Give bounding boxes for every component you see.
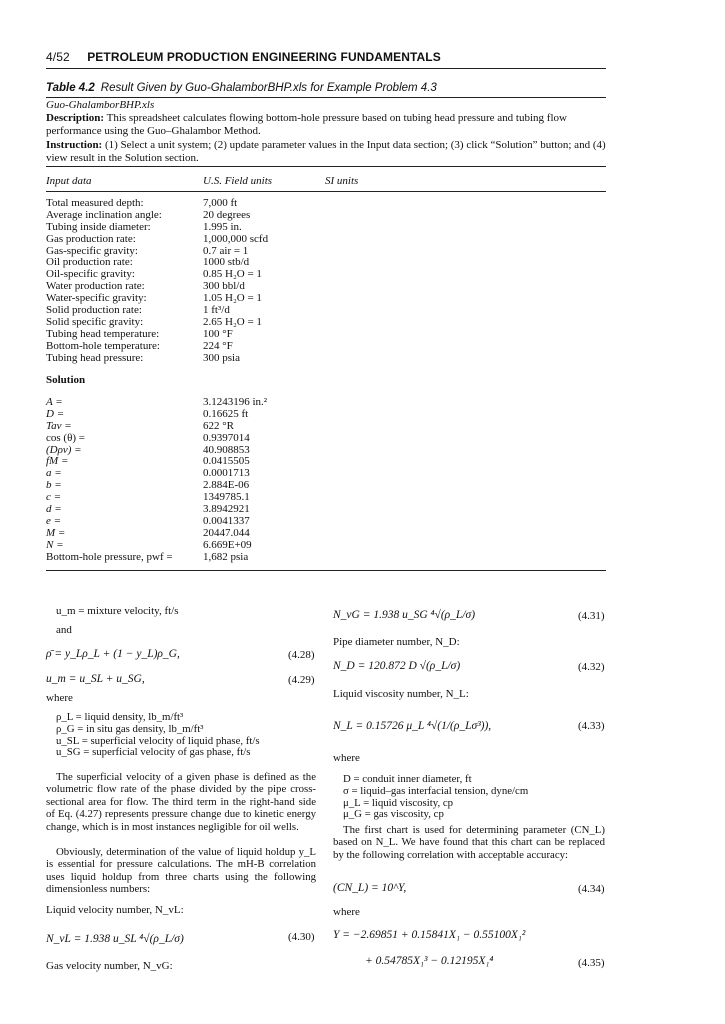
input-label: Tubing head temperature: [46, 327, 160, 340]
input-value: 300 bbl/d [203, 280, 245, 293]
solution-value: 3.1243196 in.² [203, 396, 268, 408]
table-row [46, 317, 268, 329]
equation-4-28: ρ̄ = y_Lρ_L + (1 − y_L)ρ_G, [46, 648, 180, 660]
equation-number-4-32: (4.32) [578, 661, 605, 673]
input-label: Water-specific gravity: [46, 292, 147, 305]
equation-4-33: N_L = 0.15726 μ_L ⁴√(1/(ρ_Lσ³)), [333, 720, 492, 732]
input-label: Gas production rate: [46, 232, 136, 245]
book-title: PETROLEUM PRODUCTION ENGINEERING FUNDAMENTALS [87, 50, 441, 64]
definition-mu-l: μ_L = liquid viscosity, cp [343, 796, 454, 809]
input-label: Oil-specific gravity: [46, 268, 135, 281]
description-rule [46, 166, 606, 167]
column-header-rule [46, 191, 606, 192]
solution-label: a = [46, 467, 62, 480]
solution-label: d = [46, 503, 62, 516]
table-caption [46, 82, 437, 94]
equation-number-4-35: (4.35) [578, 957, 605, 969]
table-row [46, 433, 267, 445]
definition-u-sl: u_SL = superficial velocity of liquid phase, ft/s [56, 734, 260, 747]
equation-number-4-29: (4.29) [288, 674, 315, 686]
liquid-holdup-paragraph: Obviously, determination of the value of liquid holdup y_L is essential for pressure calculations. The mH-B correlation uses liquid holdup from three charts using the following dimensionless numbers: [46, 846, 316, 896]
solution-value: 0.9397014 [203, 431, 250, 444]
description-text: This spreadsheet calculates flowing bottom-hole pressure based on tubing head pressure and tubing flow performance using the Guo–Ghalambor Method. [46, 112, 567, 138]
page-number: 4/52 [46, 50, 70, 64]
definition-mu-g: μ_G = gas viscosity, cp [343, 808, 444, 821]
definition-d: D = conduit inner diameter, ft [343, 773, 472, 785]
table-number: Table 4.2 [46, 82, 95, 94]
instruction-paragraph [46, 139, 608, 165]
table-row [46, 353, 268, 365]
input-value: 100 °F [203, 327, 233, 340]
where-text: where [46, 692, 73, 704]
equation-number-4-33: (4.33) [578, 720, 605, 732]
table-row [46, 234, 268, 246]
input-value: 1 ft³/d [203, 304, 230, 317]
input-label: Average inclination angle: [46, 208, 162, 221]
table-caption-text: Result Given by Guo-GhalamborBHP.xls for Example Problem 4.3 [100, 82, 437, 94]
input-label: Tubing head pressure: [46, 351, 144, 364]
table-description [46, 99, 608, 165]
caption-rule [46, 97, 606, 98]
input-value: 0.7 air = 1 [203, 244, 249, 257]
equation-number-4-31: (4.31) [578, 610, 605, 622]
solution-value: 1,682 psia [203, 550, 249, 563]
solution-label: D = [46, 407, 65, 420]
input-label: Solid specific gravity: [46, 315, 144, 328]
solution-value: 622 °R [203, 419, 234, 432]
column-header-si: SI units [325, 175, 359, 187]
superficial-velocity-paragraph: The superficial velocity of a given phase is defined as the volumetric flow rate of the phase divided by the pipe cross-sectional area for flow. The third term in the right-hand side of Eq. (4.27) represents pressure change due to kinetic energy change, which is in most instances negligible for oil wells. [46, 771, 316, 833]
solution-value: 0.16625 ft [203, 407, 249, 420]
solution-label: M = [46, 526, 66, 539]
input-value: 1.05 H₂O = 1 [203, 292, 262, 305]
input-label: Gas-specific gravity: [46, 244, 138, 257]
and-text: and [56, 624, 72, 636]
table-row [46, 540, 267, 552]
solution-value: 3.8942921 [203, 503, 250, 516]
description-label: Description: [46, 112, 105, 125]
solution-value: 40.908853 [203, 443, 250, 456]
input-value: 1,000,000 scfd [203, 232, 269, 245]
input-label: Solid production rate: [46, 304, 142, 317]
definition-u-sg: u_SG = superficial velocity of gas phase, ft/s [56, 746, 251, 759]
definition-rho-l: ρ_L = liquid density, lb_m/ft³ [56, 711, 184, 723]
solution-label: A = [46, 396, 63, 408]
solution-value: 0.0041337 [203, 514, 250, 527]
column-header-input: Input data [46, 175, 92, 187]
table-row [46, 409, 267, 421]
input-label: Oil production rate: [46, 256, 133, 269]
column-header-us: U.S. Field units [203, 175, 273, 187]
definition-rho-g: ρ_G = in situ gas density, lb_m/ft³ [56, 722, 204, 735]
instruction-label: Instruction: [46, 138, 103, 151]
liquid-velocity-number-label: Liquid velocity number, N_vL: [46, 904, 184, 916]
gas-velocity-number-label: Gas velocity number, N_vG: [46, 960, 173, 972]
solution-label: cos (θ) = [46, 431, 85, 444]
input-value: 1.995 in. [203, 220, 242, 233]
page-header [46, 50, 441, 64]
first-chart-paragraph: The first chart is used for determining parameter (CN_L) based on N_L. We have found that this chart can be replaced by the following correlation with acceptable accuracy: [333, 824, 605, 861]
equation-number-4-34: (4.34) [578, 883, 605, 895]
table-row [46, 552, 267, 564]
input-label: Water production rate: [46, 280, 145, 293]
input-value: 7,000 ft [203, 197, 238, 209]
equation-4-34: (CN_L) = 10^Y, [333, 882, 407, 894]
equation-4-30: N_vL = 1.938 u_SL ⁴√(ρ_L/σ) [46, 933, 184, 945]
spreadsheet-filename: Guo-GhalamborBHP.xls [46, 99, 155, 111]
table-row [46, 341, 268, 353]
solution-label: c = [46, 491, 62, 504]
input-data-table [46, 198, 268, 364]
table-row [46, 222, 268, 234]
solution-label: (Dρv) = [46, 443, 82, 456]
input-label: Tubing inside diameter: [46, 220, 151, 233]
input-label: Bottom-hole temperature: [46, 339, 160, 352]
definition-sigma: σ = liquid–gas interfacial tension, dyne/cm [343, 784, 529, 797]
solution-value: 1349785.1 [203, 491, 250, 504]
description-paragraph [46, 112, 608, 138]
solution-label: N = [46, 538, 64, 551]
equation-4-35-line-2: + 0.54785X₁³ − 0.12195X₁⁴ [365, 955, 494, 967]
input-value: 20 degrees [203, 208, 251, 221]
solution-value: 20447.044 [203, 526, 250, 539]
input-label: Total measured depth: [46, 197, 144, 209]
header-rule [46, 68, 606, 69]
where-text-right: where [333, 752, 360, 764]
left-definitions [56, 712, 260, 759]
solution-value: 0.0415505 [203, 455, 250, 468]
solution-title: Solution [46, 374, 86, 386]
solution-label: Bottom-hole pressure, pwf = [46, 550, 173, 563]
solution-label: e = [46, 514, 62, 527]
solution-label: b = [46, 479, 62, 492]
equation-4-32: N_D = 120.872 D √(ρ_L/σ) [333, 660, 461, 672]
input-value: 224 °F [203, 339, 233, 352]
table-row [46, 516, 267, 528]
table-row [46, 210, 268, 222]
equation-4-35-line-1: Y = −2.69851 + 0.15841X₁ − 0.55100X₁² [333, 929, 526, 941]
liquid-viscosity-number-label: Liquid viscosity number, N_L: [333, 688, 469, 700]
input-value: 0.85 H₂O = 1 [203, 268, 262, 281]
solution-value: 0.0001713 [203, 467, 250, 480]
solution-label: Tav = [46, 419, 72, 432]
where-text-right-2: where [333, 906, 360, 918]
table-row [46, 528, 267, 540]
mixture-velocity-definition: u_m = mixture velocity, ft/s [56, 605, 179, 617]
equation-4-29: u_m = u_SL + u_SG, [46, 673, 145, 685]
solution-value: 6.669E+09 [203, 538, 252, 551]
solution-table [46, 397, 267, 563]
instruction-text: (1) Select a unit system; (2) update parameter values in the Input data section; (3) click “Solution” button; and (4) view result in the Solution section. [46, 138, 606, 164]
equation-4-31: N_vG = 1.938 u_SG ⁴√(ρ_L/σ) [333, 609, 476, 621]
input-value: 2.65 H₂O = 1 [203, 315, 262, 328]
table-bottom-rule [46, 570, 606, 571]
table-row [46, 421, 267, 433]
solution-value: 2.884E-06 [203, 479, 250, 492]
table-row [46, 329, 268, 341]
pipe-diameter-number-label: Pipe diameter number, N_D: [333, 636, 460, 648]
equation-number-4-30: (4.30) [288, 931, 315, 943]
input-value: 1000 stb/d [203, 256, 250, 269]
right-definitions [343, 774, 528, 821]
solution-label: fM = [46, 455, 69, 468]
input-value: 300 psia [203, 351, 240, 364]
equation-number-4-28: (4.28) [288, 649, 315, 661]
